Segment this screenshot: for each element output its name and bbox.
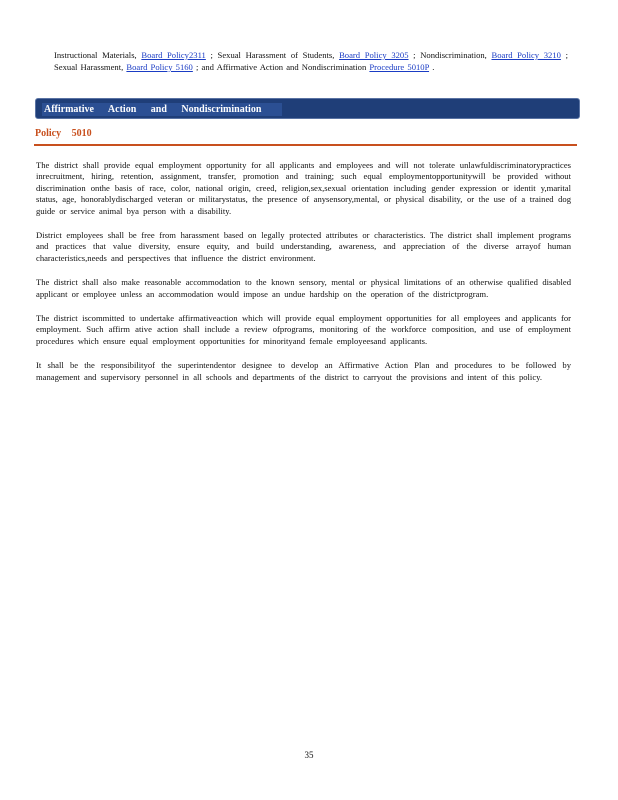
intro-text-2: ; Sexual Harassment of Students, — [205, 50, 340, 60]
policy-paragraph: District employees shall be free from harassment based on legally protected attributes or characteristics. The district shall implement programs and practices that value diversity, ensure equity, and build understanding, awareness, and appreciation of the diverse arrayof human characteristics,needs and perspectives that influence the district environment. — [36, 230, 571, 263]
board-policy-3210-link[interactable]: Board Policy 3210 — [491, 50, 561, 60]
section-banner — [35, 98, 580, 119]
policy-paragraph: The district shall provide equal employment opportunity for all applicants and employees and will not tolerate unlawfuldiscriminatorypractices inrecruitment, hiring, retention, assignment, transfer, promotion and training; such equal employmentopportunitywill be provided without discrimination onthe basis of race, color, national origin, creed, religion,sex,sexual orientation including gender expression or identit y,marital status, age, honorablydischarged veteran or militarystatus, the presence of anysensory,mental, or physical disability, or the use of a trained dog guide or service animal bya person with a disability. — [36, 160, 571, 216]
intro-references — [54, 49, 568, 73]
intro-text-3: ; Nondiscrimination, — [408, 50, 492, 60]
policy-paragraph: The district shall also make reasonable accommodation to the known sensory, mental or physical limitations of an otherwise qualified disabled applicant or employee unless an accommodation would impose an undue hardship on the operation of the districtprogram. — [36, 277, 571, 299]
policy-divider — [34, 144, 577, 146]
intro-text-6: . — [429, 62, 435, 72]
intro-text-5: ; and Affirmative Action and Nondiscrimination — [192, 62, 370, 72]
board-policy-2311-link[interactable]: Board Policy2311 — [141, 50, 206, 60]
intro-text-4: ; Sexual Harassment, — [54, 50, 568, 72]
policy-heading: Policy 5010 — [35, 128, 92, 139]
page-number: 35 — [304, 750, 314, 760]
board-policy-3205-link[interactable]: Board Policy 3205 — [339, 50, 409, 60]
board-policy-5160-link[interactable]: Board Policy 5160 — [126, 62, 193, 72]
policy-paragraph: It shall be the responsibilityof the superintendentor designee to develop an Affirmative Action Plan and procedures to be followed by management and supervisory personnel in all schools and departments of the district to carryout the provisions and intent of this policy. — [36, 360, 571, 382]
policy-paragraph: The district iscommitted to undertake affirmativeaction which will provide equal employment opportunities for all employees and applicants for employment. Such affirm ative action shall include a review ofprograms, monitoring of the workforce composition, and use of employment procedures which ensure equal employment opportunities for minorityand female employeesand applicants. — [36, 313, 571, 346]
section-title: Affirmative Action and Nondiscrimination — [42, 103, 282, 116]
policy-body — [36, 160, 571, 396]
procedure-5010p-link[interactable]: Procedure 5010P — [369, 62, 430, 72]
intro-text-1: Instructional Materials, — [54, 50, 142, 60]
